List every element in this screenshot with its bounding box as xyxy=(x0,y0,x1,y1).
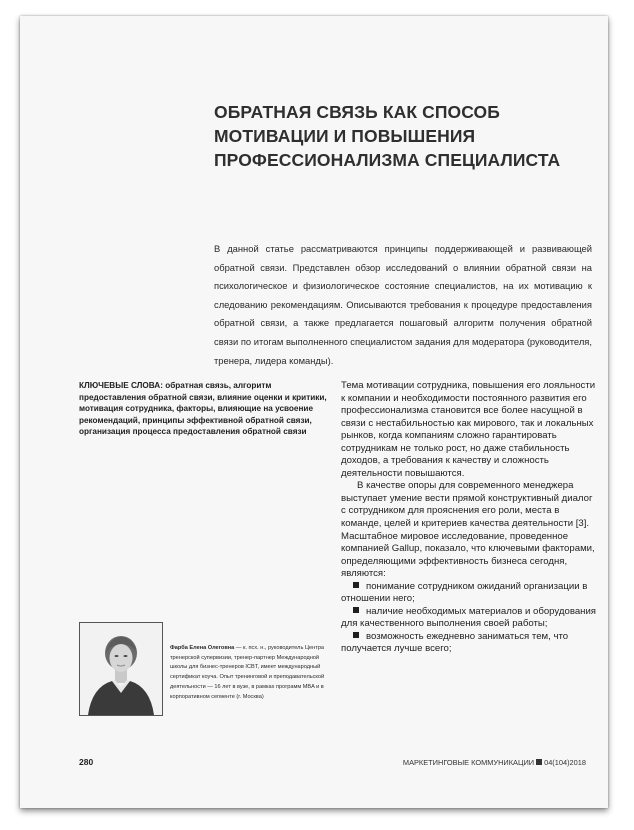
journal-name: МАРКЕТИНГОВЫЕ КОММУНИКАЦИИ xyxy=(402,758,535,767)
body-paragraph: Тема мотивации сотрудника, повышения его лояльности к компании и необходимости постоянного развития его профессионализма становится все более насущной в связи с нестабильностью как мирового, так и локальных рынков, когда компаниям сложно гарантировать сотрудникам не только рост, но даже стабильность доходов, а требования к качеству и сложность деятельности повышаются. xyxy=(341,380,596,479)
page-number: 280 xyxy=(79,757,94,767)
journal-footer xyxy=(403,758,586,767)
article-abstract: В данной статье рассматриваются принципы поддерживающей и развивающей обратной связи. Представлен обзор исследований о влиянии обратной связи на психологическое и физиологическое состояние специалистов, на их мотивацию к следованию рекомендациям. Описываются требования к процедуре предоставления обратной связи, а также предлагается пошаговый алгоритм получения обратной связи по итогам выполненного специалистом задания для модератора (руководителя, тренера, лидера команды). xyxy=(214,243,592,366)
keywords-label: КЛЮЧЕВЫЕ СЛОВА: xyxy=(79,381,163,390)
bullet-text: наличие необходимых материалов и оборудования для качественного выполнения своей работы; xyxy=(341,605,597,630)
author-portrait-icon xyxy=(80,623,162,715)
keywords-block xyxy=(79,380,331,438)
bullet-square-icon xyxy=(353,582,359,588)
square-separator-icon xyxy=(536,759,542,765)
journal-page xyxy=(20,16,608,808)
author-photo xyxy=(79,622,163,716)
bullet-text: понимание сотрудником ожиданий организации в отношении него; xyxy=(341,580,588,605)
keywords-text: обратная связь, алгоритм предоставления обратной связи, влияние оценки и критики, мотивация сотрудника, факторы, влияющие на усвоение рекомендаций, принципы эффективной обратной связи, организация процесса предоставления обратной связи xyxy=(79,381,327,436)
bullet-square-icon xyxy=(353,632,359,638)
author-bio: — к. пcx. н., руководитель Центра тренерской супервизии, тренер-партнер Международной школы для бизнес-тренеров ICBT, имеет международный сертификат коуча. Опыт тренинговой и преподавательской деятельности — 16 лет в вузе, в рамках программ MBA и в корпоративном сегменте (г. Москва) xyxy=(170,645,325,700)
bullet-item xyxy=(341,606,599,631)
article-title: ОБРАТНАЯ СВЯЗЬ КАК СПОСОБ МОТИВАЦИИ И ПОВЫШЕНИЯ ПРОФЕССИОНАЛИЗМА СПЕЦИАЛИСТА xyxy=(214,102,561,170)
bullet-square-icon xyxy=(353,607,359,613)
bullet-item xyxy=(341,631,599,656)
article-body xyxy=(341,380,599,656)
body-paragraph: В качестве опоры для современного менеджера выступает умение вести прямой конструктивный диалог с сотрудником для прояснения его роли, места в команде, целей и критериев качества деятельности [3]. Масштабное мировое исследование, проведенное компанией Gallup, показало, что ключевыми факторами, определяющими эффективность бизнеса сегодня, являются: xyxy=(341,480,595,580)
author-info xyxy=(170,644,330,702)
bullet-text: возможность ежедневно заниматься тем, что получается лучше всего; xyxy=(341,630,569,655)
journal-issue: 04(104)2018 xyxy=(544,758,586,767)
bullet-item xyxy=(341,581,599,606)
author-name: Фарба Елена Олеговна xyxy=(170,645,235,651)
